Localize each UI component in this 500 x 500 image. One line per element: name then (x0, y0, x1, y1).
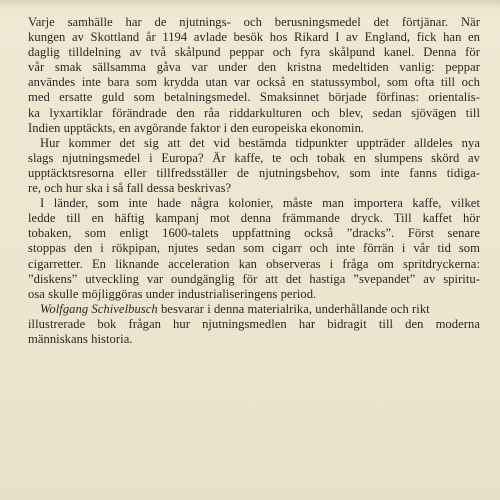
text-line: stoppas den i rökpipan, njutes sedan som cigarr och inte förrän i vår tid som (28, 241, 480, 256)
text-line: upptäcktsresorna eller tillfredsställer de njutningsbehov, som inte fanns tidiga- (28, 165, 480, 180)
text-line: osa skulle möjliggöras under industrialiseringens period. (28, 286, 317, 301)
cover-top-edge (0, 0, 500, 10)
text-line: daglig tilldelning av två skålpund peppar och fyra skålpund kanel. Denna för (28, 45, 480, 60)
text-line: med ersatte guld som betalningsmedel. Smaksinnet började förfinas: orientalis- (28, 90, 480, 105)
text-line: vår smak sällsamma gåva var under den kristna medeltiden vanlig: peppar (28, 60, 480, 75)
text-line: kungen av Skottland år 1194 avlade besök hos Rikard I av England, fick han en (28, 30, 480, 45)
text-line: användes inte bara som krydda utan var också en statussymbol, som ofta till och (28, 75, 480, 90)
text-line: Varje samhälle har de njutnings- och berusningsmedel det förtjänar. När (28, 15, 480, 29)
text-segment: besvarar i denna materialrika, underhållande och rikt (157, 301, 430, 316)
text-line: ”diskens” utveckling var oundgänglig för att det hastiga ”svepandet” av spiritu- (28, 271, 480, 286)
text-line: I länder, som inte hade några kolonier, måste man importera kaffe, vilket (40, 196, 480, 211)
text-line: ka lyxartiklar förändrade den råa riddarkulturen och blev, sedan sjövägen till (28, 105, 480, 120)
text-line: ledde till en häftig kampanj mot denna främmande dryck. Till kaffet hör (28, 211, 480, 226)
text-line: människans historia. (28, 331, 133, 346)
text-line: tobaken, som enligt 1600-talets uppfattning också ”dracks”. Först senare (28, 226, 480, 241)
author-name: Wolfgang Schivelbusch (40, 301, 158, 316)
text-line: Hur kommer det sig att det vid bestämda tidpunkter uppträder alldeles nya (40, 135, 480, 150)
text-line: illustrerade bok frågan hur njutningsmedlen har bidragit till den moderna (28, 316, 480, 331)
text-line (28, 302, 480, 317)
blurb-text (28, 15, 480, 347)
text-line: cigarretter. En liknande acceleration kan observeras i fråga om spritdryckerna: (28, 256, 480, 271)
text-line: re, och hur ska i så fall dessa beskrivas? (28, 181, 232, 196)
text-line: slags njutningsmedel i Europa? Är kaffe, te och tobak en slumpens skörd av (28, 150, 480, 165)
text-line: Indien upptäckts, en avgörande faktor i den europeiska ekonomin. (28, 120, 365, 135)
